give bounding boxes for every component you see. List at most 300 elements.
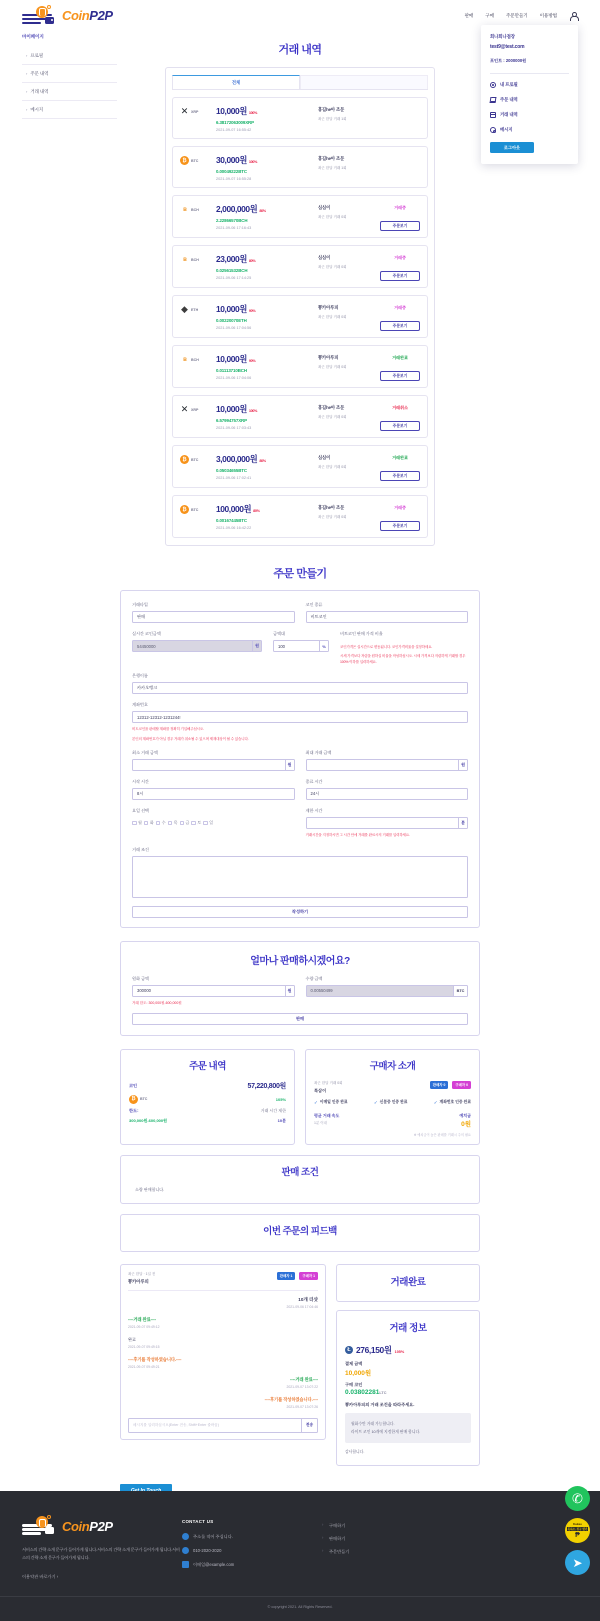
trade-info-last: 감사합니다. xyxy=(345,1450,365,1455)
xrp-icon: ✕ xyxy=(180,404,189,414)
view-order-button[interactable]: 주문보기 xyxy=(380,221,420,231)
phone-fab[interactable] xyxy=(565,1486,590,1511)
field-sell-won xyxy=(132,976,295,997)
buyer-nick: 특삼이 xyxy=(314,1087,327,1093)
btc-icon: ₿ xyxy=(180,156,189,165)
tx-coin xyxy=(180,105,216,116)
table-row[interactable] xyxy=(172,395,428,438)
chat-message-time: 2021-09-07 09:49:15 xyxy=(128,1344,160,1349)
tx-pct: 100% xyxy=(248,409,258,413)
input-coin-type[interactable]: 비트코인 xyxy=(306,611,469,623)
tx-amounts xyxy=(216,453,318,480)
table-row[interactable] xyxy=(172,97,428,139)
view-order-button[interactable]: 주문보기 xyxy=(380,521,420,531)
tx-coin xyxy=(180,403,216,414)
nav-item-sell[interactable]: 판매 xyxy=(464,12,474,18)
chat-message-text: 완료 xyxy=(128,1336,137,1342)
nav-item-buy[interactable]: 구매 xyxy=(485,12,494,18)
chat-message-text: ----후기를 작성하였습니다.---- xyxy=(264,1396,318,1402)
field-end-time xyxy=(306,779,469,800)
day-label: 토 xyxy=(197,820,202,826)
telegram-icon: ➤ xyxy=(572,1555,583,1570)
view-order-button[interactable]: 주문보기 xyxy=(380,471,420,481)
coin-name: BTC xyxy=(140,1097,148,1102)
view-order-button[interactable]: 주문보기 xyxy=(380,321,420,331)
checkbox[interactable] xyxy=(156,821,161,826)
chat-nick: 뿅카아루피 xyxy=(128,1278,149,1284)
suffix-percent: % xyxy=(320,640,329,652)
label-min-amount: 최소 거래 금액 xyxy=(132,750,158,756)
footer-nav-buy[interactable]: › 구매하기 xyxy=(322,1523,578,1529)
tx-coin xyxy=(180,253,216,264)
unit-btc: BTC xyxy=(454,985,468,997)
tx-date: 2021-09-07 16:55:42 xyxy=(216,128,252,132)
chat-message xyxy=(128,1357,318,1369)
tx-coin-amount: 0.00049222BTC xyxy=(216,169,247,174)
tx-pct: 90% xyxy=(248,359,256,363)
tx-price: 100,000원 80% xyxy=(216,504,260,514)
tx-amounts xyxy=(216,105,318,132)
verify-email xyxy=(314,1100,348,1106)
tx-nick: 홍길he아 조문 xyxy=(318,405,345,410)
phone-icon: ✆ xyxy=(572,1491,583,1507)
chat-message xyxy=(128,1337,318,1349)
status-badge: 거래중 xyxy=(394,305,406,310)
tx-user xyxy=(318,403,380,420)
chat-send-button[interactable]: 전송 xyxy=(301,1419,317,1432)
tx-price: 10,000원 90% xyxy=(216,354,256,364)
note-account-2: 본인의 계좌번호가 아닐 경우 거래가 취소될 수 있으며 제재대상이 될 수 있습니다. xyxy=(132,736,249,741)
footer-nav-create[interactable]: › 주문만들기 xyxy=(322,1549,578,1555)
buy-coin-unit: LTC xyxy=(379,1390,387,1395)
trade-done-title: 거래완료 xyxy=(390,1276,426,1288)
tx-coin-amount: 6.57994757XRP xyxy=(216,418,247,423)
sell-submit-button[interactable]: 판매 xyxy=(132,1013,468,1025)
checkbox[interactable] xyxy=(203,821,208,826)
chat-input-row xyxy=(128,1418,318,1433)
tx-price: 10,000원 90% xyxy=(216,304,256,314)
input-end-time[interactable]: 24시 xyxy=(306,788,469,800)
chat-input[interactable]: 메시지를 입력하십시오(Enter 전송, Shift+Enter 줄바꿈) xyxy=(133,1422,219,1427)
label-realtime-price: 실시간 코인금액 xyxy=(132,631,161,636)
transactions-card xyxy=(165,67,435,546)
footer-contact-title: CONTACT US xyxy=(182,1519,214,1525)
label-coin-type: 코인 종류 xyxy=(305,602,323,607)
tx-coin xyxy=(180,154,216,165)
tx-amounts xyxy=(216,403,318,430)
tx-user-meta: 최근 한달 거래 0회 xyxy=(318,415,347,419)
chat-messages xyxy=(128,1317,318,1409)
tx-user xyxy=(318,154,380,171)
table-row[interactable] xyxy=(172,146,428,188)
table-row[interactable] xyxy=(172,445,428,488)
tx-coin-amount: 6.38172063009XRP xyxy=(216,120,254,125)
bch-icon: ʙ xyxy=(180,255,189,264)
divider xyxy=(490,73,569,74)
tx-coin-symbol: XRP xyxy=(191,407,199,412)
status-badge: 거래완료 xyxy=(392,355,408,360)
logo-text xyxy=(62,8,113,23)
chat-meta: 최근 한달 · 1일 전 xyxy=(128,1271,156,1276)
menu-label-transactions: 거래 내역 xyxy=(500,112,518,117)
status-badge: 거래완료 xyxy=(392,455,408,460)
menu-item-profile[interactable] xyxy=(490,82,569,88)
sell-amount-card xyxy=(120,941,480,1036)
label-coin: 코인 xyxy=(129,1082,138,1088)
input-trade-type[interactable]: 판매 xyxy=(132,611,295,623)
chat-message-time: 2021-09-07 09:49:12 xyxy=(128,1324,160,1329)
mypage-sidebar xyxy=(22,34,117,119)
status-badge: 거래중 xyxy=(394,255,406,260)
tx-pct: 80% xyxy=(259,209,266,213)
field-realtime-price xyxy=(132,631,262,665)
gear-icon xyxy=(490,82,496,88)
table-row[interactable] xyxy=(172,345,428,388)
order-form-section xyxy=(0,546,600,928)
tx-coin-symbol: BCH xyxy=(191,257,199,262)
sidebar-label-orders: 주문 내역 xyxy=(30,70,49,76)
status-badge: 거래중 xyxy=(394,505,406,510)
suffix-won-min: 원 xyxy=(286,759,295,771)
view-order-button[interactable]: 주문보기 xyxy=(380,371,420,381)
chat-message xyxy=(128,1317,318,1329)
day-label: 월 xyxy=(138,820,142,826)
tx-coin-amount: 0.02561532BCH xyxy=(216,268,248,273)
tx-pct: 100% xyxy=(248,111,258,115)
field-rate xyxy=(273,631,329,665)
logo-text-coin: Coin xyxy=(62,8,90,23)
tx-user-meta: 최근 한달 거래 0회 xyxy=(318,315,347,319)
tx-nick: 심심이 xyxy=(318,255,331,260)
chat-message xyxy=(128,1377,318,1389)
chat-message-time: 2021-09-07 13:07:22 xyxy=(286,1384,318,1389)
tx-date: 2021-09-06 17:03:43 xyxy=(216,426,252,430)
chat-badges xyxy=(277,1272,318,1280)
day-checkbox-금[interactable] xyxy=(180,820,190,826)
label-trade-type: 거래타입 xyxy=(132,602,148,607)
footer-description: 서비스의 간략 소개 문구가 들어가게 됩니다.서비스의 간략 소개 문구가 들어가게 됩니다.서비스의 간략 소개 문구가 들어가게 됩니다. xyxy=(22,1547,180,1560)
tx-user xyxy=(318,453,380,470)
chat-remaining-time: 2021-09-06 17:04:46 xyxy=(286,1304,318,1309)
kakao-label: Kakao xyxy=(572,1521,582,1526)
footer-logo-p2p: P2P xyxy=(89,1518,113,1534)
tx-coin-symbol: BTC xyxy=(191,457,199,462)
summary-buyer-row xyxy=(120,1049,480,1145)
tx-user-meta: 최근 한달 거래 0회 xyxy=(318,465,347,469)
value-total: 57,220,800원 xyxy=(247,1082,286,1090)
checkbox[interactable] xyxy=(144,821,149,826)
tx-coin-amount: 0.01113710BCH xyxy=(216,368,247,373)
tx-status-cell xyxy=(380,503,420,531)
tx-date: 2021-09-06 16:42:22 xyxy=(216,526,252,530)
footer-contact-phone xyxy=(182,1547,322,1554)
tx-nick: 홍길he아 조문 xyxy=(318,505,345,510)
badge-seller: 판매자 0 xyxy=(430,1081,449,1089)
day-checkbox-일[interactable] xyxy=(203,820,213,826)
tab-secondary[interactable] xyxy=(300,75,428,89)
day-label: 화 xyxy=(149,820,154,826)
note-account-1: 비트코인을 판매할 계좌를 정확히 기입해주십시오. xyxy=(132,727,204,732)
checkbox[interactable] xyxy=(168,821,173,826)
tx-coin-symbol: BCH xyxy=(191,357,199,362)
sidebar-item-orders[interactable] xyxy=(22,65,117,83)
input-limit-time[interactable] xyxy=(306,817,460,829)
tx-coin xyxy=(180,203,216,214)
day-checkbox-수[interactable] xyxy=(156,820,166,826)
input-min-amount[interactable] xyxy=(132,759,286,771)
tx-status-cell xyxy=(380,203,420,231)
tx-status-cell xyxy=(380,403,420,431)
tx-price: 2,000,000원 80% xyxy=(216,204,266,214)
user-dropdown-panel xyxy=(481,25,578,164)
buyer-badges xyxy=(430,1081,471,1089)
transactions-tabs xyxy=(172,75,428,90)
table-row[interactable] xyxy=(172,245,428,288)
chevron-right-icon: › xyxy=(26,89,28,94)
field-max-amount xyxy=(306,750,469,771)
order-summary-title: 주문 내역 xyxy=(189,1060,226,1072)
telegram-fab[interactable] xyxy=(565,1550,590,1575)
tx-user xyxy=(318,253,380,270)
sidebar-item-transactions[interactable] xyxy=(22,83,117,101)
footer-phone-text: 010-2020-2020 xyxy=(193,1548,222,1554)
sidebar-item-profile[interactable] xyxy=(22,47,117,65)
label-account: 계좌번호 xyxy=(132,702,148,708)
tx-status-cell xyxy=(380,253,420,281)
day-checkbox-목[interactable] xyxy=(168,820,178,826)
label-limit: 한도: xyxy=(129,1107,139,1113)
field-coin-type xyxy=(306,602,469,623)
label-limit-time: 제한 시간 xyxy=(305,808,323,814)
tx-date: 2021-09-06 17:16:43 xyxy=(216,226,252,230)
sale-terms-title: 판매 조건 xyxy=(281,1166,319,1178)
menu-item-orders[interactable] xyxy=(490,97,569,103)
tx-user-meta: 최근 한달 거래 1회 xyxy=(318,117,347,121)
nav-item-how-to-use[interactable]: 이용방법 xyxy=(539,12,557,18)
label-pay-amount: 결제 금액 xyxy=(345,1360,363,1366)
label-bank: 은행이름 xyxy=(132,673,148,679)
bch-icon: ʙ xyxy=(180,205,189,214)
suffix-won-max: 원 xyxy=(459,759,468,771)
chat-message xyxy=(128,1397,318,1409)
tx-date: 2021-09-06 17:04:06 xyxy=(216,376,252,380)
check-icon: ✓ xyxy=(373,1099,378,1105)
user-point: 포인트 : 2000000원 xyxy=(490,58,527,63)
create-order-button[interactable]: 작성하기 xyxy=(132,906,468,918)
checkbox[interactable] xyxy=(191,821,196,826)
footer-logo-mark-icon xyxy=(22,1515,60,1537)
bch-icon: ʙ xyxy=(180,355,189,364)
input-sell-coin: 0.00550499 xyxy=(306,985,455,997)
user-name: 회나회나점장 xyxy=(490,34,515,39)
main-nav xyxy=(465,11,578,20)
order-form-card xyxy=(120,590,480,928)
field-start-time xyxy=(132,779,295,800)
logo-mark-icon xyxy=(22,5,60,27)
view-order-button[interactable]: 주문보기 xyxy=(380,271,420,281)
chat-section xyxy=(120,1264,480,1467)
tx-coin xyxy=(180,353,216,364)
note-ratio-1: 코인가격은 실시간으로 변동됩니다. 코인가격비율을 설정하세요. xyxy=(340,645,433,649)
value-pay-amount: 10,000원 xyxy=(345,1369,372,1377)
tx-nick: 뿅카아루피 xyxy=(318,355,339,360)
tx-status-cell xyxy=(380,453,420,481)
eth-icon: ◆ xyxy=(181,304,188,314)
tx-price: 10,000원 100% xyxy=(216,404,258,414)
tx-price: 10,000원 100% xyxy=(216,106,258,116)
sidebar-title: 마이페이지 xyxy=(22,34,44,39)
tx-coin-amount: 0.00220070ETH xyxy=(216,318,247,323)
sidebar-item-messages[interactable] xyxy=(22,101,117,119)
floating-action-buttons xyxy=(565,1486,590,1575)
input-terms[interactable] xyxy=(132,856,468,898)
table-row[interactable] xyxy=(172,195,428,238)
chat-message-text: ----거래 완료---- xyxy=(128,1316,156,1322)
day-label: 목 xyxy=(173,820,178,826)
verify-email-label: 이메일 인증 완료 xyxy=(319,1100,348,1105)
card-icon xyxy=(490,112,496,118)
table-row[interactable] xyxy=(172,295,428,338)
menu-item-transactions[interactable] xyxy=(490,112,569,118)
transactions-list xyxy=(172,97,428,538)
cart-icon xyxy=(490,97,497,103)
sell-title: 얼마나 판매하시겠어요? xyxy=(250,955,350,967)
checkbox[interactable] xyxy=(180,821,185,826)
order-summary-card xyxy=(120,1049,295,1145)
checkbox[interactable] xyxy=(132,821,137,826)
input-bank[interactable]: 카카오뱅크 xyxy=(132,682,468,694)
terms-line-2: 라이트 코인 10개에 지정한게 판매 합니다. xyxy=(351,1429,421,1434)
tx-coin-symbol: ETH xyxy=(191,307,199,312)
tx-coin xyxy=(180,303,216,314)
tx-price: 30,000원 100% xyxy=(216,155,258,165)
sale-terms-card xyxy=(120,1155,480,1204)
tx-coin-symbol: BTC xyxy=(191,158,199,163)
chat-badge-seller: 판매자 1 xyxy=(277,1272,296,1280)
value-speed: 1분 이내 xyxy=(314,1120,328,1125)
chat-badge-buyer: 구매자 1 xyxy=(299,1272,318,1280)
trade-info-price: 276,150원 xyxy=(356,1344,392,1355)
kakao-fab[interactable] xyxy=(565,1518,590,1543)
btc-icon: ₿ xyxy=(180,505,189,514)
label-days: 요일 선택 xyxy=(132,808,149,814)
chat-message-time: 2021-09-07 09:49:21 xyxy=(128,1364,160,1369)
tx-user-meta: 최근 한달 거래 0회 xyxy=(318,265,347,269)
suffix-won: 원 xyxy=(253,640,262,652)
buyer-card xyxy=(305,1049,480,1145)
ltc-icon: Ł xyxy=(345,1346,353,1354)
sidebar-label-transactions: 거래 내역 xyxy=(30,88,49,94)
trade-info-request: 뿅카아루피의 거래 조건을 따라주세요. xyxy=(345,1401,415,1407)
status-badge: 거래취소 xyxy=(392,405,408,410)
buyer-title: 구매자 소개 xyxy=(369,1060,416,1072)
tx-amounts xyxy=(216,303,318,330)
site-logo[interactable] xyxy=(22,5,113,27)
trade-info-card xyxy=(336,1310,480,1467)
menu-item-messages[interactable] xyxy=(490,127,569,133)
input-max-amount[interactable] xyxy=(306,759,460,771)
input-account[interactable]: 12312-12312-1231244! xyxy=(132,711,468,723)
day-checkbox-월[interactable] xyxy=(132,820,142,826)
footer-logo-coin: Coin xyxy=(62,1518,90,1534)
tx-pct: 80% xyxy=(259,459,266,463)
day-checkbox-화[interactable] xyxy=(144,820,154,826)
message-icon xyxy=(490,127,496,133)
table-row[interactable] xyxy=(172,495,428,538)
input-rate[interactable]: 100 xyxy=(273,640,320,652)
user-account-icon[interactable] xyxy=(569,11,578,20)
label-ratio: 비트코인 판매 가격 비율 xyxy=(340,631,383,636)
input-start-time[interactable]: 8시 xyxy=(132,788,295,800)
tx-coin-amount: 2.22866570BCH xyxy=(216,218,248,223)
day-label: 금 xyxy=(185,820,190,826)
footer-nav-sell[interactable]: › 판매하기 xyxy=(322,1536,578,1542)
sidebar-label-messages: 메시지 xyxy=(30,106,44,112)
label-time-limit: 거래 시간 제한 xyxy=(260,1107,286,1113)
view-order-button[interactable]: 주문보기 xyxy=(380,421,420,431)
tx-pct: 80% xyxy=(248,259,256,263)
buyer-footnote: ※ 예치금이 높은 판매를 거래시 주의 필요 xyxy=(413,1132,471,1137)
check-icon: ✓ xyxy=(433,1099,438,1105)
note-limit: 거래시간을 지정하시면 그 시간 안에 거래를 완료시켜 거래를 입력하세요. xyxy=(305,833,410,838)
trade-info-pct: 105% xyxy=(394,1349,405,1354)
nav-item-create-order[interactable]: 주문만들기 xyxy=(505,12,528,18)
chat-message-text: ----후기를 작성하였습니다.---- xyxy=(128,1356,182,1362)
footer-terms-link[interactable]: 이용약관 바로가기 › xyxy=(22,1573,59,1579)
input-sell-won[interactable]: 300000 xyxy=(132,985,286,997)
tx-user xyxy=(318,353,380,370)
footer-mail-text: 이메일@example.com xyxy=(193,1561,235,1567)
trade-info-title: 거래 정보 xyxy=(389,1322,427,1334)
tx-user xyxy=(318,503,380,520)
verify-id xyxy=(374,1100,408,1106)
tx-pct: 100% xyxy=(248,160,258,164)
tx-status-cell xyxy=(380,154,420,156)
tx-user-meta: 최근 한달 거래 0회 xyxy=(318,515,347,519)
tab-all[interactable]: 전체 xyxy=(172,75,300,89)
input-realtime-price: 54450000 xyxy=(132,640,253,652)
footer-contact-address xyxy=(182,1533,322,1540)
tx-user-meta: 최근 한달 거래 0회 xyxy=(318,215,347,219)
logout-button[interactable]: 로그아웃 xyxy=(490,142,534,153)
kakao-sublabel: 톡하소, 친구 맺기 xyxy=(567,1527,588,1531)
field-bank xyxy=(132,673,468,694)
tx-coin-symbol: XRP xyxy=(191,109,199,114)
terms-line-1: 월화수만 거래 가능합니다. xyxy=(351,1421,395,1426)
buyer-meta: 최근 한달 거래 0회 xyxy=(314,1080,343,1085)
menu-label-messages: 메시지 xyxy=(500,127,513,132)
label-speed: 평균 거래 속도 xyxy=(314,1112,340,1118)
tx-user xyxy=(318,303,380,320)
sidebar-label-profile: 프로필 xyxy=(30,52,44,58)
footer-nav xyxy=(322,1515,578,1580)
tx-date: 2021-09-06 17:02:41 xyxy=(216,476,252,480)
user-email: test9@test.com xyxy=(490,44,525,50)
day-label: 수 xyxy=(161,820,166,826)
label-end-time: 종료 시간 xyxy=(305,779,323,785)
value-deposit: 0원 xyxy=(461,1120,471,1128)
chat-remaining: 10개 더샷 xyxy=(298,1296,318,1302)
order-form-title: 주문 만들기 xyxy=(273,568,327,580)
menu-label-orders: 주문 내역 xyxy=(500,97,518,102)
footer-logo[interactable] xyxy=(22,1515,182,1537)
tx-status-cell xyxy=(380,303,420,331)
label-start-time: 시작 시간 xyxy=(132,779,149,785)
tx-status-cell xyxy=(380,105,420,107)
day-checkbox-토[interactable] xyxy=(191,820,201,826)
sale-terms-body: 소량 판매합니다. xyxy=(135,1186,165,1192)
chat-message-text: ----거래 완료---- xyxy=(290,1376,318,1382)
